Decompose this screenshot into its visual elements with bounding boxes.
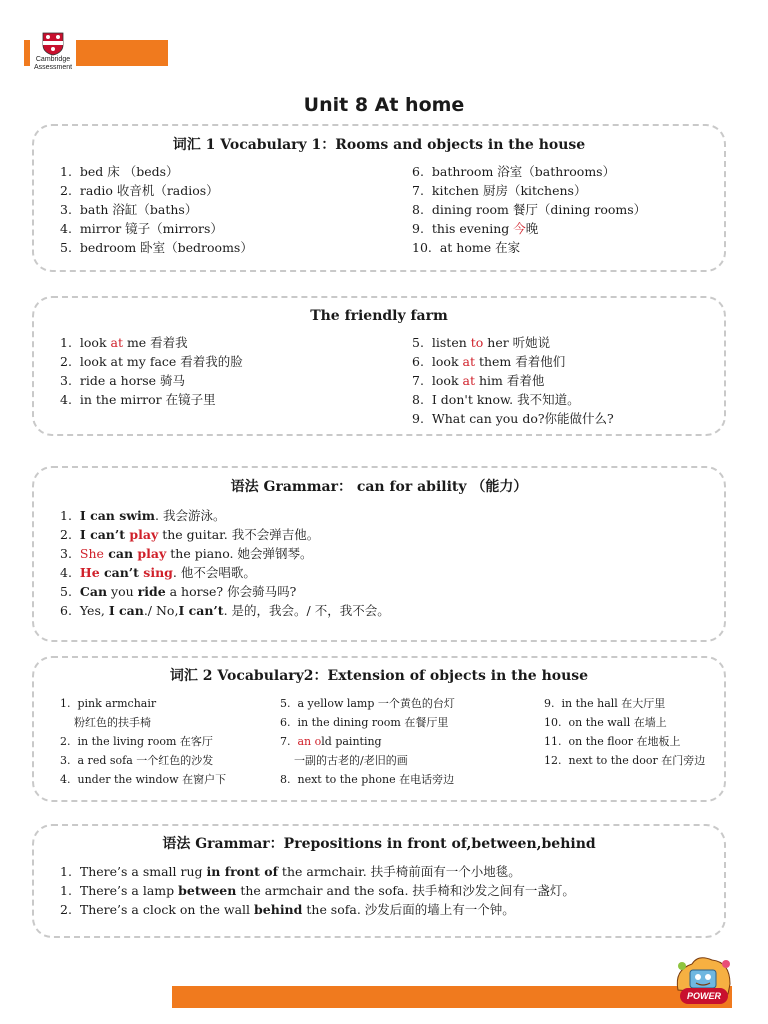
grammar1-item: 2. I can’t play the guitar. 我不会弹吉他。 — [60, 527, 320, 542]
vocab2-item: 10. on the wall 在墙上 — [544, 716, 667, 729]
farm-item: 7. look at him 看着他 — [412, 373, 545, 388]
grammar2-title: 语法 Grammar：Prepositions in front of,between,behind — [162, 836, 596, 852]
farm-item: 9. What can you do?你能做什么? — [412, 411, 614, 426]
vocab1-title: 词汇 1 Vocabulary 1：Rooms and objects in the house — [172, 137, 586, 153]
farm-item: 8. I don't know. 我不知道。 — [412, 392, 580, 407]
footer-accent-bar — [172, 986, 732, 1008]
grammar2-item: 2. There’s a clock on the wall behind the sofa. 沙发后面的墙上有一个钟。 — [60, 902, 515, 917]
vocab1-item: 4. mirror 镜子（mirrors） — [60, 221, 223, 236]
badge-label: POWER UP — [680, 988, 728, 1004]
vocab2-item: 3. a red sofa 一个红色的沙发 — [60, 754, 214, 767]
grammar2-box — [32, 824, 726, 938]
grammar1-title: 语法 Grammar： can for ability （能力） — [230, 479, 528, 495]
grammar1-box — [32, 466, 726, 642]
vocab2-box — [32, 656, 726, 802]
crest-icon — [42, 32, 64, 56]
vocab2-item: 4. under the window 在窗户下 — [60, 773, 227, 786]
farm-item: 3. ride a horse 骑马 — [60, 373, 185, 388]
farm-item: 4. in the mirror 在镜子里 — [60, 392, 216, 407]
vocab2-item: 8. next to the phone 在电话旁边 — [280, 773, 455, 786]
logo-text-2: Assessment — [33, 64, 73, 71]
grammar2-item: 1. There’s a small rug in front of the armchair. 扶手椅前面有一个小地毯。 — [60, 864, 521, 879]
vocab2-item: 6. in the dining room 在餐厅里 — [280, 716, 449, 729]
farm-item: 1. look at me 看着我 — [60, 335, 188, 350]
grammar1-item: 6. Yes, I can./ No,I can’t. 是的，我会。/ 不，我不会。 — [60, 603, 390, 618]
farm-box — [32, 296, 726, 436]
power-up-badge — [668, 950, 740, 1017]
vocab2-item: 7. an old painting — [280, 735, 382, 748]
vocab1-item: 6. bathroom 浴室（bathrooms） — [412, 164, 616, 179]
grammar1-item: 4. He can’t sing. 他不会唱歌。 — [60, 565, 256, 580]
grammar1-item: 1. I can swim. 我会游泳。 — [60, 508, 226, 523]
farm-item: 5. listen to her 听她说 — [412, 335, 551, 350]
vocab2-item: 9. in the hall 在大厅里 — [544, 697, 666, 710]
vocab2-item: 5. a yellow lamp 一个黄色的台灯 — [280, 697, 455, 710]
vocab2-item: 粉红色的扶手椅 — [74, 716, 151, 729]
vocab2-item: 11. on the floor 在地板上 — [544, 735, 681, 748]
grammar1-item: 3. She can play the piano. 她会弹钢琴。 — [60, 546, 313, 561]
vocab1-item: 5. bedroom 卧室（bedrooms） — [60, 240, 253, 255]
vocab1-item: 7. kitchen 厨房（kitchens） — [412, 183, 587, 198]
vocab2-title: 词汇 2 Vocabulary2：Extension of objects in the house — [169, 668, 589, 684]
logo-text-1: Cambridge — [35, 56, 71, 63]
vocab2-item: 12. next to the door 在门旁边 — [544, 754, 706, 767]
vocab2-item: 一副的古老的/老旧的画 — [294, 754, 408, 767]
vocab1-box — [32, 124, 726, 272]
vocab1-item: 3. bath 浴缸（baths） — [60, 202, 198, 217]
grammar1-item: 5. Can you ride a horse? 你会骑马吗? — [60, 584, 297, 599]
farm-item: 2. look at my face 看着我的脸 — [60, 354, 243, 369]
vocab1-item: 1. bed 床 （beds） — [60, 164, 179, 179]
vocab1-item: 8. dining room 餐厅（dining rooms） — [412, 202, 647, 217]
vocab1-item: 9. this evening 今晚 — [412, 221, 539, 236]
vocab1-item: 2. radio 收音机（radios） — [60, 183, 219, 198]
farm-title: The friendly farm — [310, 308, 448, 324]
vocab2-item: 1. pink armchair — [60, 697, 157, 710]
vocab2-item: 2. in the living room 在客厅 — [60, 735, 213, 748]
farm-item: 6. look at them 看着他们 — [412, 354, 566, 369]
vocab1-item: 10. at home 在家 — [412, 240, 521, 255]
cambridge-logo — [30, 30, 76, 82]
page-title: Unit 8 At home — [303, 94, 465, 116]
grammar2-item: 1. There’s a lamp between the armchair and the sofa. 扶手椅和沙发之间有一盏灯。 — [60, 883, 575, 898]
